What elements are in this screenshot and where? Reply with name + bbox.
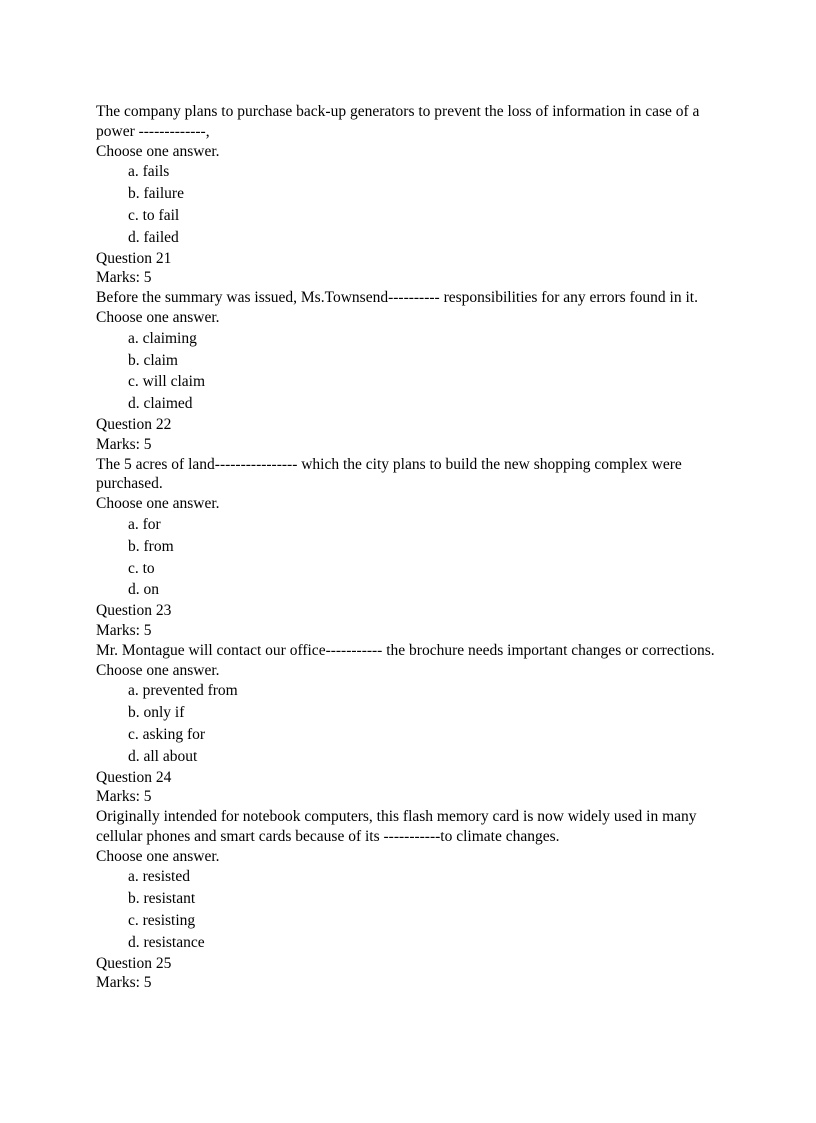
question-label: Question 23 bbox=[96, 602, 172, 620]
question-block bbox=[96, 102, 726, 249]
answer-options bbox=[96, 328, 726, 415]
answer-prompt: Choose one answer. bbox=[96, 661, 220, 679]
question-text: Originally intended for notebook computers, this flash memory card is now widely used in many cellular phones and smart cards because of its -----------to climate changes. bbox=[96, 808, 697, 845]
answer-option[interactable]: b. from bbox=[128, 537, 174, 555]
answer-option[interactable]: d. failed bbox=[128, 228, 179, 246]
answer-option[interactable]: d. all about bbox=[128, 747, 198, 765]
answer-options bbox=[96, 514, 726, 601]
answer-option[interactable]: c. will claim bbox=[128, 373, 206, 391]
answer-option[interactable]: a. prevented from bbox=[128, 682, 238, 700]
answer-option[interactable]: a. resisted bbox=[128, 868, 190, 886]
question-text: The company plans to purchase back-up generators to prevent the loss of information in case of a power -------------, bbox=[96, 103, 700, 140]
answer-prompt: Choose one answer. bbox=[96, 142, 220, 160]
answer-options bbox=[96, 680, 726, 767]
document-page bbox=[96, 102, 726, 993]
answer-option[interactable]: d. resistance bbox=[128, 933, 205, 951]
question-text: The 5 acres of land---------------- which the city plans to build the new shopping complex were purchased. bbox=[96, 455, 682, 493]
answer-prompt: Choose one answer. bbox=[96, 495, 220, 513]
question-marks: Marks: 5 bbox=[96, 788, 152, 806]
answer-option[interactable]: d. claimed bbox=[128, 395, 193, 413]
answer-option[interactable]: c. asking for bbox=[128, 725, 206, 743]
question-label: Question 24 bbox=[96, 768, 172, 786]
question-block bbox=[96, 415, 726, 601]
answer-options bbox=[96, 866, 726, 953]
answer-option[interactable]: b. only if bbox=[128, 704, 185, 722]
question-block bbox=[96, 601, 726, 767]
answer-prompt: Choose one answer. bbox=[96, 847, 220, 865]
answer-option[interactable]: b. failure bbox=[128, 185, 184, 203]
answer-prompt: Choose one answer. bbox=[96, 308, 220, 326]
question-text: Before the summary was issued, Ms.Townsend---------- responsibilities for any errors found in it. bbox=[96, 289, 698, 307]
answer-option[interactable]: b. resistant bbox=[128, 890, 196, 908]
answer-option[interactable]: c. resisting bbox=[128, 912, 196, 930]
answer-option[interactable]: c. to fail bbox=[128, 206, 180, 224]
question-block bbox=[96, 954, 726, 994]
answer-options bbox=[96, 161, 726, 248]
question-label: Question 25 bbox=[96, 954, 172, 972]
answer-option[interactable]: a. claiming bbox=[128, 329, 197, 347]
question-marks: Marks: 5 bbox=[96, 435, 152, 453]
answer-option[interactable]: d. on bbox=[128, 581, 159, 599]
question-block bbox=[96, 249, 726, 415]
answer-option[interactable]: a. fails bbox=[128, 163, 170, 181]
question-text: Mr. Montague will contact our office----------- the brochure needs important changes or corrections. bbox=[96, 641, 715, 659]
answer-option[interactable]: b. claim bbox=[128, 351, 178, 369]
question-marks: Marks: 5 bbox=[96, 974, 152, 992]
answer-option[interactable]: c. to bbox=[128, 559, 155, 577]
question-block bbox=[96, 768, 726, 954]
question-marks: Marks: 5 bbox=[96, 269, 152, 287]
question-label: Question 22 bbox=[96, 415, 172, 433]
question-label: Question 21 bbox=[96, 249, 172, 267]
answer-option[interactable]: a. for bbox=[128, 515, 161, 533]
question-marks: Marks: 5 bbox=[96, 621, 152, 639]
